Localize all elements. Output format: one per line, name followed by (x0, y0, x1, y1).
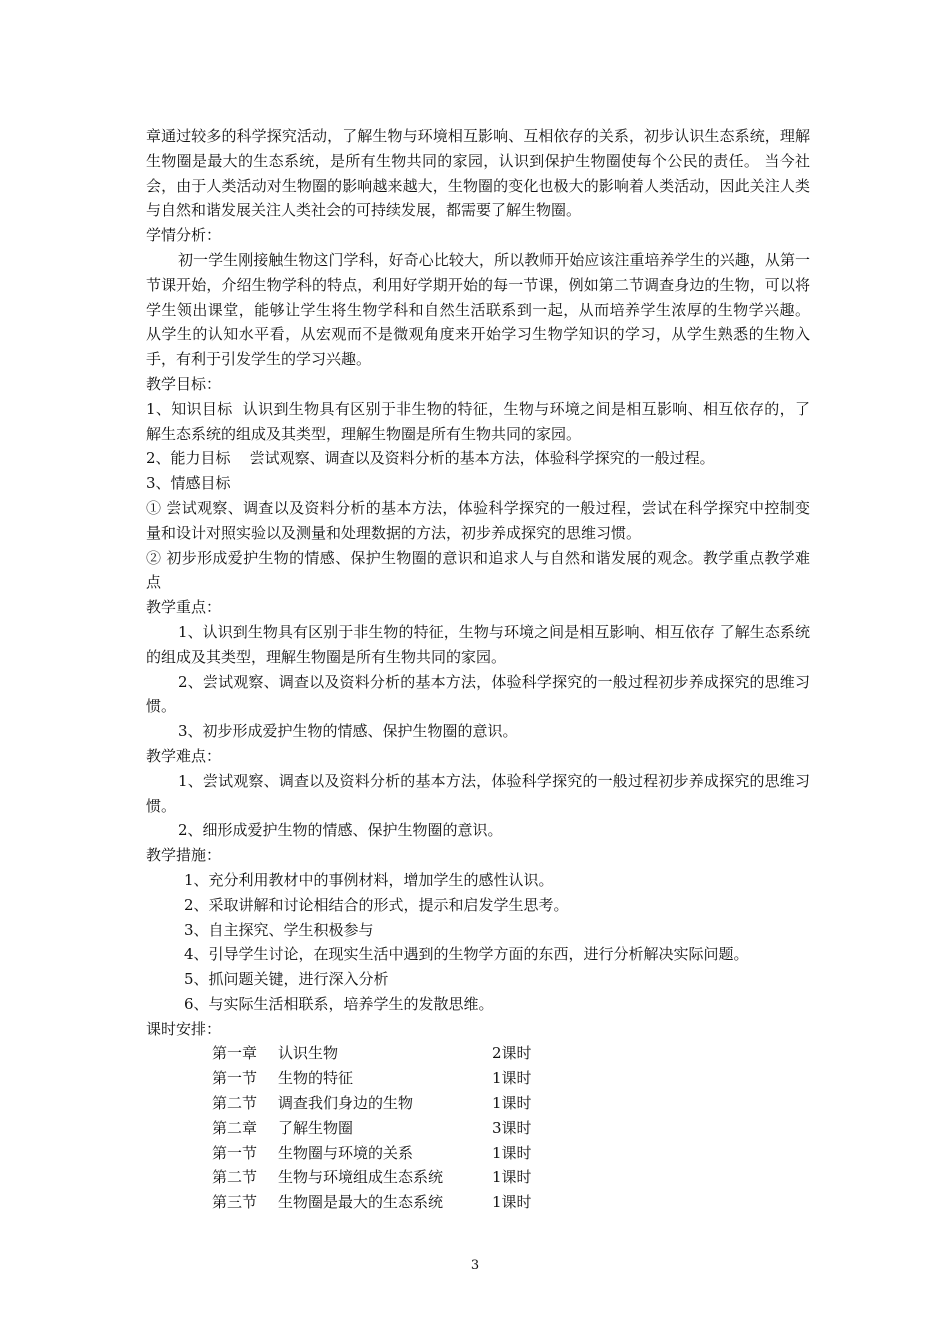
schedule-unit: 第二节 (212, 1168, 258, 1187)
schedule-row (212, 1091, 810, 1116)
intro-paragraph: 章通过较多的科学探究活动，了解生物与环境相互影响、互相依存的关系，初步认识生态系统，理解生物圈是最大的生态系统，是所有生物共同的家园，认识到保护生物圈使每个公民的责任。 当今社会，由于人类活动对生物圈的影响越来越大，生物圈的变化也极大的影响着人类活动，因此关注人类与自然和谐发展关注人类社会的可持续发展，都需要了解生物圈。 (146, 127, 810, 220)
difficulty-item: 2、细形成爱护生物的情感、保护生物圈的意识。 (178, 821, 503, 840)
schedule-row (212, 1066, 810, 1091)
schedule-heading: 课时安排： (146, 1019, 222, 1038)
schedule-hours: 3课时 (492, 1118, 532, 1137)
schedule-unit: 第二节 (212, 1094, 258, 1113)
schedule-hours: 1课时 (492, 1193, 532, 1212)
schedule-unit: 第一节 (212, 1069, 258, 1088)
schedule-title: 生物圈是最大的生态系统 (278, 1193, 444, 1212)
schedule-row (212, 1041, 810, 1066)
goal-emotion-item-2: ② 初步形成爱护生物的情感、保护生物圈的意识和追求人与自然和谐发展的观念。教学重点教学难点 (146, 548, 810, 592)
goal-emotion-heading: 3、情感目标 (146, 474, 231, 493)
difficulty-item: 1、尝试观察、调查以及资料分析的基本方法，体验科学探究的一般过程初步养成探究的思维习惯。 (146, 771, 810, 815)
schedule-unit: 第三节 (212, 1193, 258, 1212)
schedule-unit: 第一章 (212, 1044, 258, 1063)
schedule-hours: 1课时 (492, 1069, 532, 1088)
schedule-title: 生物的特征 (278, 1069, 354, 1088)
key-point-item: 3、初步形成爱护生物的情感、保护生物圈的意识。 (178, 722, 518, 741)
schedule-row (212, 1141, 810, 1166)
measure-item: 1、充分利用教材中的事例材料，增加学生的感性认识。 (184, 870, 554, 889)
page-number: 3 (470, 1258, 480, 1273)
schedule-hours: 2课时 (492, 1044, 532, 1063)
analysis-heading: 学情分析： (146, 226, 222, 245)
schedule-row (212, 1165, 810, 1190)
goal-ability: 2、能力目标 尝试观察、调查以及资料分析的基本方法，体验科学探究的一般过程。 (146, 449, 715, 468)
key-point-item: 2、尝试观察、调查以及资料分析的基本方法，体验科学探究的一般过程初步养成探究的思维习惯。 (146, 672, 810, 716)
goals-heading: 教学目标： (146, 374, 222, 393)
schedule-hours: 1课时 (492, 1168, 532, 1187)
document-body (146, 124, 810, 1215)
key-points-heading: 教学重点： (146, 598, 222, 617)
measure-item: 2、采取讲解和讨论相结合的形式，提示和启发学生思考。 (184, 895, 569, 914)
goal-emotion-item-1: ① 尝试观察、调查以及资料分析的基本方法，体验科学探究的一般过程，尝试在科学探究中控制变量和设计对照实验以及测量和处理数据的方法，初步养成探究的思维习惯。 (146, 498, 810, 542)
goal-knowledge: 1、知识目标 认识到生物具有区别于非生物的特征，生物与环境之间是相互影响、相互依存的，了解生态系统的组成及其类型，理解生物圈是所有生物共同的家园。 (146, 399, 810, 443)
schedule-unit: 第一节 (212, 1143, 258, 1162)
schedule-title: 生物圈与环境的关系 (278, 1143, 414, 1162)
schedule-title: 了解生物圈 (278, 1118, 354, 1137)
schedule-hours: 1课时 (492, 1094, 532, 1113)
measure-item: 4、引导学生讨论，在现实生活中遇到的生物学方面的东西，进行分析解决实际问题。 (184, 945, 749, 964)
schedule-title: 调查我们身边的生物 (278, 1094, 414, 1113)
schedule-row (212, 1116, 810, 1141)
schedule-title: 认识生物 (278, 1044, 339, 1063)
schedule-table (212, 1041, 810, 1215)
schedule-row (212, 1190, 810, 1215)
difficulties-heading: 教学难点： (146, 746, 222, 765)
measures-heading: 教学措施： (146, 846, 222, 865)
measure-item: 6、与实际生活相联系，培养学生的发散思维。 (184, 994, 494, 1013)
schedule-hours: 1课时 (492, 1143, 532, 1162)
measure-item: 5、抓问题关键，进行深入分析 (184, 970, 389, 989)
measure-item: 3、自主探究、学生积极参与 (184, 920, 374, 939)
key-point-item: 1、认识到生物具有区别于非生物的特征，生物与环境之间是相互影响、相互依存 了解生态系统的组成及其类型，理解生物圈是所有生物共同的家园。 (146, 622, 810, 666)
analysis-paragraph: 初一学生刚接触生物这门学科，好奇心比较大，所以教师开始应该注重培养学生的兴趣，从第一节课开始，介绍生物学科的特点，利用好学期开始的每一节课，例如第二节调查身边的生物，可以将学生领出课堂，能够让学生将生物学科和自然生活联系到一起，从而培养学生浓厚的生物学兴趣。 从学生的认知水平看，从宏观而不是微观角度来开始学习生物学知识的学习，从学生熟悉的生物入手，有利于引发学生的学习兴趣。 (146, 250, 810, 369)
schedule-unit: 第二章 (212, 1118, 258, 1137)
schedule-title: 生物与环境组成生态系统 (278, 1168, 444, 1187)
